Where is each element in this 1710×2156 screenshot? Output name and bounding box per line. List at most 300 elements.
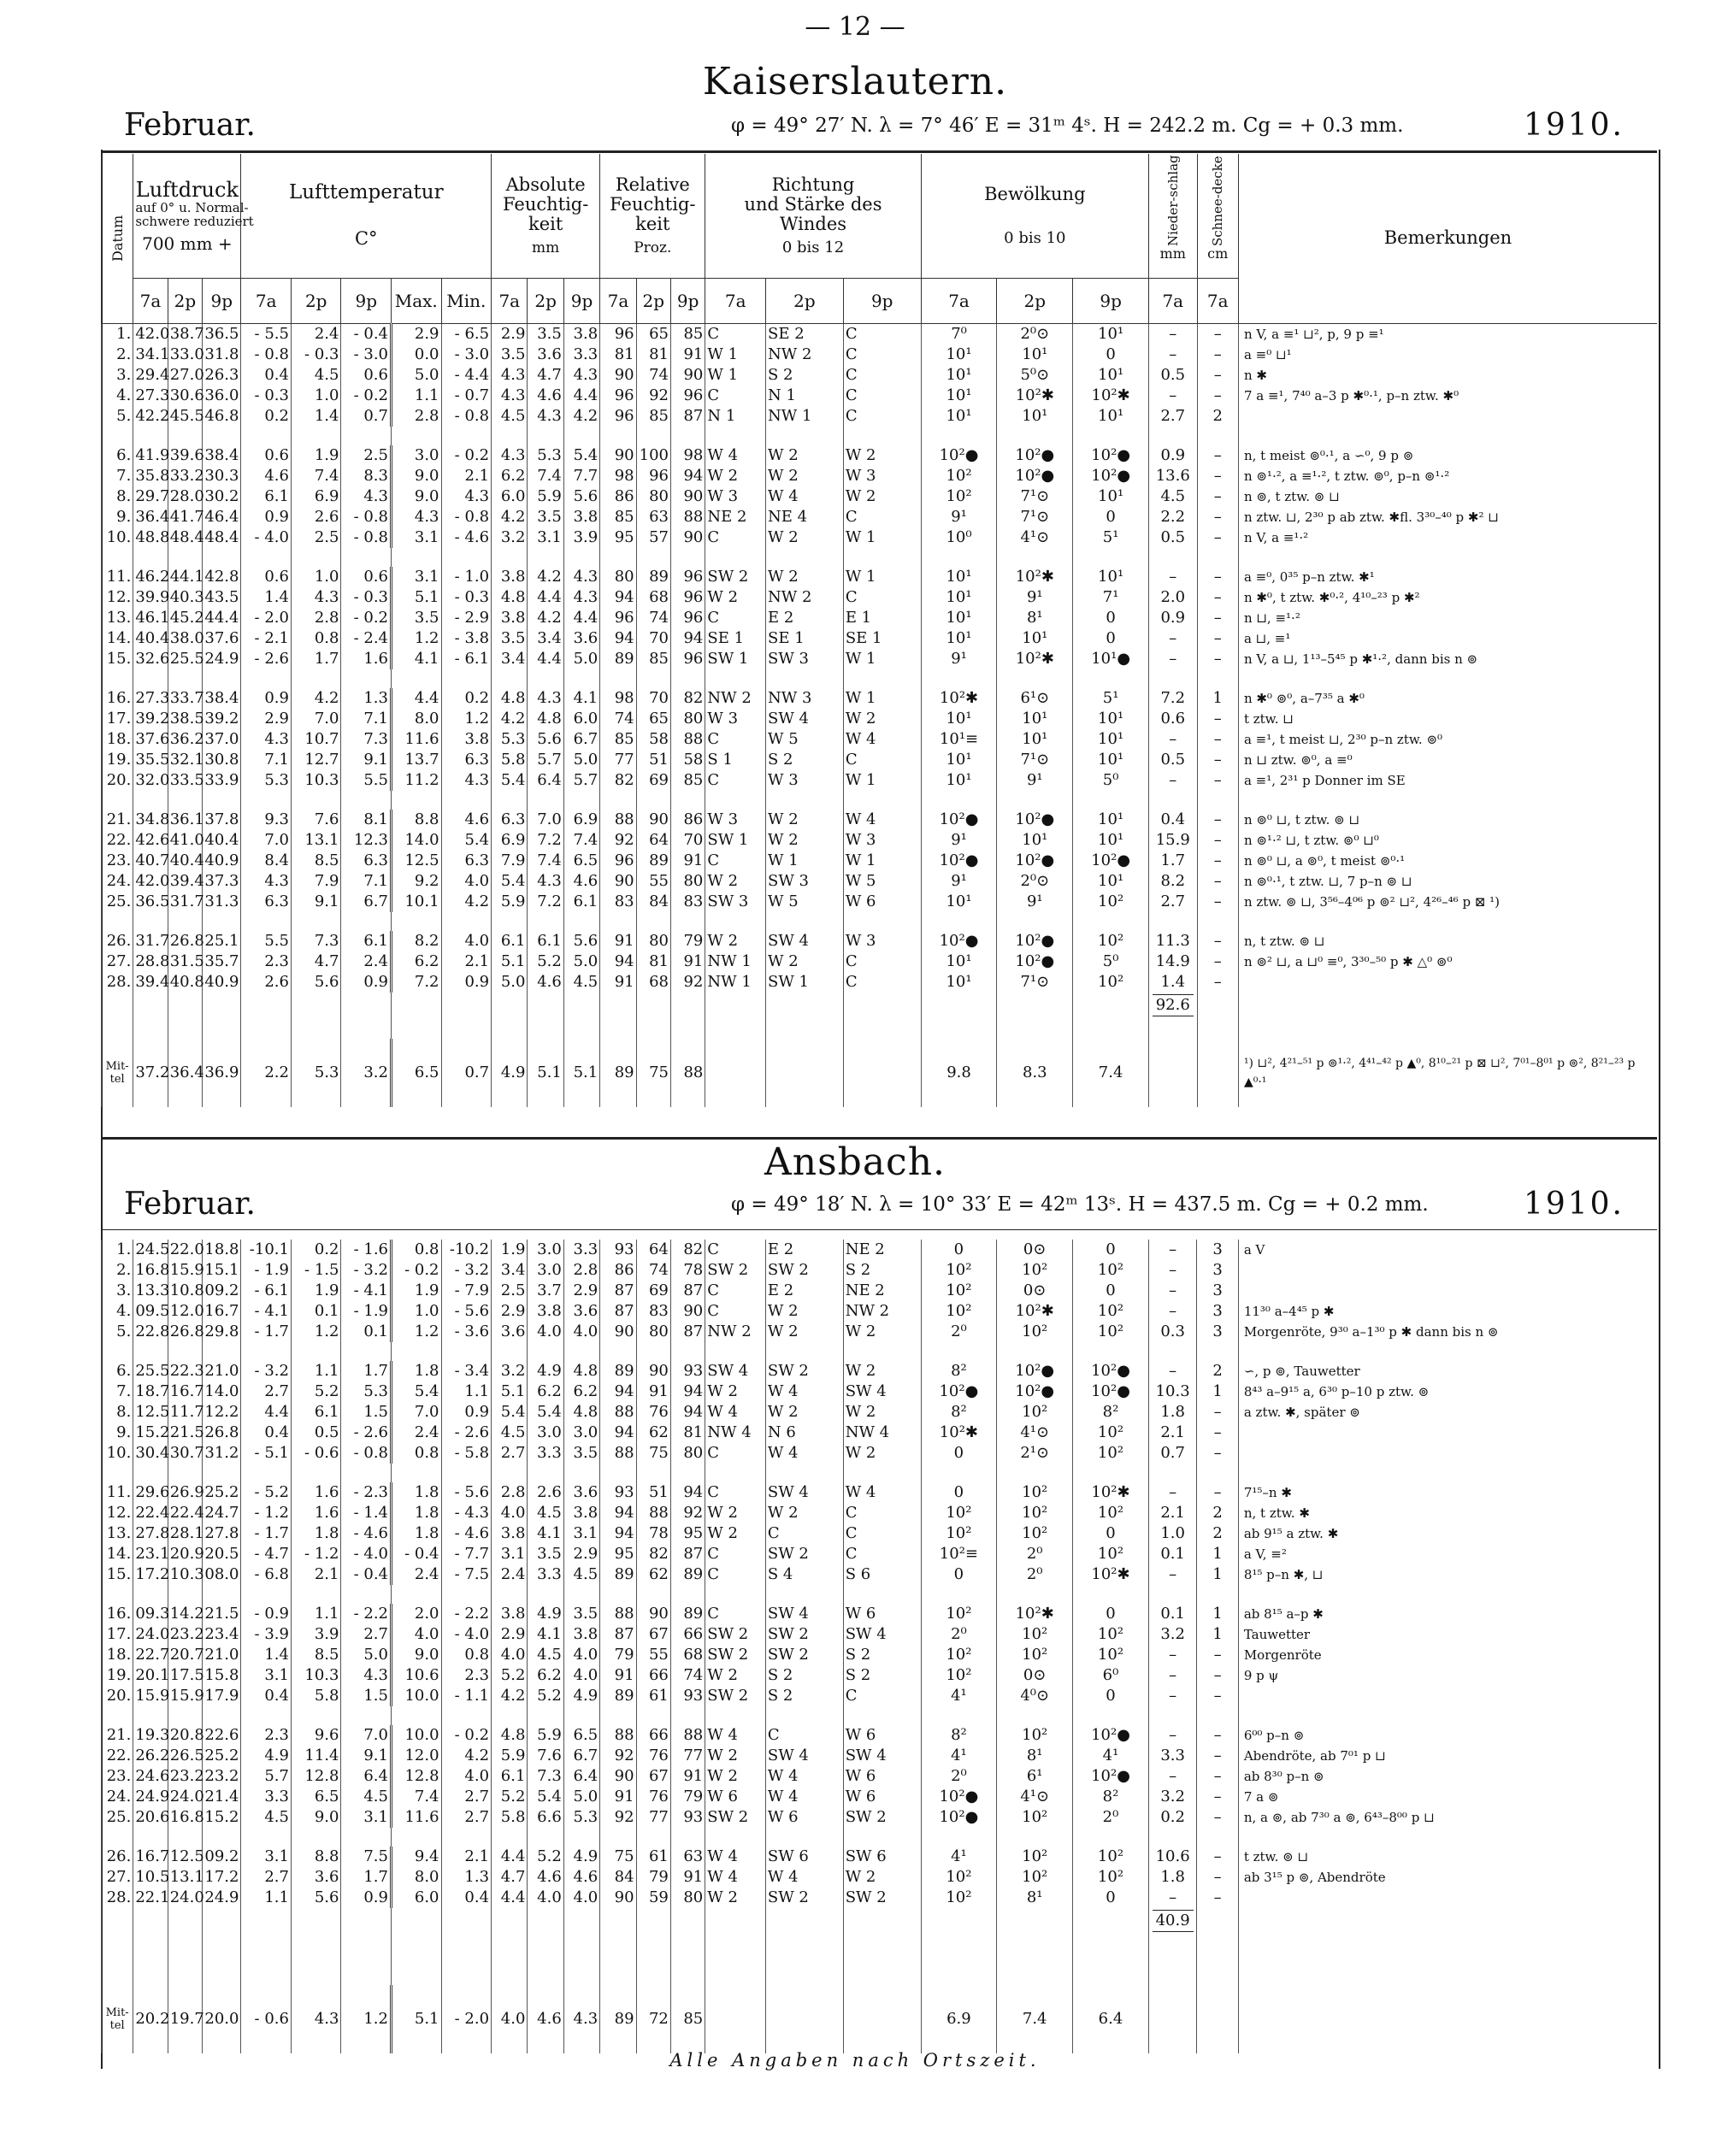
rel-hum-2p-cell: 90 xyxy=(636,1604,670,1624)
footnote-cell: ¹) ⊔², 4²¹–⁵¹ p ⊚¹·², 4⁴¹–⁴² p ▲⁰, 8¹⁰–²¹ p ⊠ ⊔², 7⁰¹–8⁰¹ p ⊚², 8²¹–²³ p ▲⁰·¹ xyxy=(1238,1039,1657,1107)
hour-header-cell: 7a xyxy=(241,278,292,323)
mean-abs-hum-9p-cell: 4.3 xyxy=(563,1985,599,2053)
station-title-ansbach: Ansbach. xyxy=(764,1140,946,1184)
rel-hum-2p-cell: 81 xyxy=(636,951,670,972)
niederschlag-unit: mm xyxy=(1159,245,1186,262)
spacer-cell xyxy=(705,1828,766,1847)
schneedecke-header xyxy=(1197,154,1238,278)
remarks-cell: n ⊚¹·² ⊔, t ztw. ⊚⁰ ⊔⁰ xyxy=(1238,830,1657,851)
table-row xyxy=(102,1361,1658,1381)
abs-hum-2p-cell: 3.7 xyxy=(528,1281,563,1301)
remarks-cell xyxy=(1238,1281,1657,1301)
temp-max-cell: 5.4 xyxy=(392,1381,442,1402)
spacer-cell xyxy=(563,1342,599,1361)
table-row xyxy=(102,1888,1658,1908)
empty-cell xyxy=(441,1908,492,1934)
temp-min-cell: 3.8 xyxy=(441,729,492,750)
temp-2p-cell: 1.0 xyxy=(291,386,341,406)
spacer-cell xyxy=(392,1018,442,1039)
temp-min-cell: 0.9 xyxy=(441,972,492,993)
wind-2p-cell: SW 2 xyxy=(765,1361,843,1381)
spacer-cell xyxy=(1149,1018,1198,1039)
wind-9p-cell: NW 4 xyxy=(843,1423,921,1443)
wind-7a-cell: SE 1 xyxy=(705,628,766,649)
rel-hum-7a-cell: 88 xyxy=(600,1604,636,1624)
temp-9p-cell: 0.9 xyxy=(341,972,392,993)
rel-hum-9p-cell: 94 xyxy=(670,1482,705,1503)
spacer-cell xyxy=(1073,1585,1149,1604)
wind-9p-cell: C xyxy=(843,406,921,427)
rel-hum-9p-cell: 87 xyxy=(670,406,705,427)
remarks-cell: 6⁰⁰ p–n ⊚ xyxy=(1238,1725,1657,1746)
table-row xyxy=(102,1544,1658,1564)
table-row xyxy=(102,1867,1658,1888)
spacer-cell xyxy=(670,1018,705,1039)
spacer-cell xyxy=(133,1342,168,1361)
abs-hum-2p-cell: 4.4 xyxy=(528,649,563,669)
pressure-7a-cell: 10.5 xyxy=(133,1867,168,1888)
precipitation-cell: 1.7 xyxy=(1149,851,1198,871)
temp-max-cell: 9.0 xyxy=(392,466,442,486)
pressure-2p-cell: 32.1 xyxy=(168,750,202,770)
temp-7a-cell: 4.3 xyxy=(241,729,292,750)
cloud-7a-cell: 8² xyxy=(921,1402,997,1423)
spacer-cell xyxy=(1149,791,1198,810)
spacer-cell xyxy=(291,548,341,567)
temp-max-cell: - 0.4 xyxy=(392,1544,442,1564)
remarks-cell: n ⊚⁰·¹, t ztw. ⊔, 7 p–n ⊚ ⊔ xyxy=(1238,871,1657,892)
abs-hum-7a-cell: 1.9 xyxy=(492,1240,528,1260)
cloud-9p-cell: 10¹ xyxy=(1073,709,1149,729)
spacer-cell xyxy=(1073,1464,1149,1482)
cloud-7a-cell: 9¹ xyxy=(921,830,997,851)
hour-header-cell: 9p xyxy=(843,278,921,323)
snow-depth-cell: 2 xyxy=(1197,1523,1238,1544)
spacer-cell xyxy=(241,791,292,810)
wind-2p-cell: W 2 xyxy=(766,466,844,486)
spacer-cell xyxy=(600,427,636,445)
snow-depth-cell: – xyxy=(1197,466,1238,486)
temp-min-cell: 4.0 xyxy=(441,931,492,951)
rel-hum-2p-cell: 82 xyxy=(636,1544,670,1564)
empty-cell xyxy=(843,1039,921,1107)
spacer-cell xyxy=(341,548,392,567)
datum-cell: 25. xyxy=(102,892,133,912)
spacer-cell xyxy=(168,1464,202,1482)
empty-cell xyxy=(997,1908,1073,1934)
cloud-9p-cell: 5⁰ xyxy=(1073,770,1149,791)
snow-depth-cell: – xyxy=(1197,445,1238,466)
rel-hum-2p-cell: 58 xyxy=(636,729,670,750)
snow-depth-cell: – xyxy=(1197,1686,1238,1706)
temp-7a-cell: 2.7 xyxy=(241,1867,292,1888)
remarks-cell xyxy=(1238,1686,1657,1706)
abs-hum-2p-cell: 4.9 xyxy=(528,1361,563,1381)
empty-cell xyxy=(492,993,528,1018)
wind-2p-cell: N 6 xyxy=(765,1423,843,1443)
abs-hum-7a-cell: 5.2 xyxy=(492,1787,528,1807)
snow-depth-cell: – xyxy=(1197,1847,1238,1867)
wind-7a-cell: W 2 xyxy=(705,1381,766,1402)
luftdruck-title: Luftdruck xyxy=(135,177,239,202)
abs-hum-7a-cell: 6.0 xyxy=(492,486,528,507)
rel-hum-2p-cell: 83 xyxy=(636,1301,670,1322)
temp-9p-cell: - 4.1 xyxy=(341,1281,392,1301)
wind-7a-cell: NW 4 xyxy=(705,1423,766,1443)
temp-min-cell: 0.9 xyxy=(441,1402,492,1423)
pressure-7a-cell: 16.8 xyxy=(133,1260,168,1281)
remarks-cell: n ⊚¹·², a ≡¹·², t ztw. ⊚⁰, p–n ⊚¹·² xyxy=(1238,466,1657,486)
spacer-cell xyxy=(291,669,341,688)
rel-hum-9p-cell: 95 xyxy=(670,1523,705,1544)
spacer-cell xyxy=(341,912,392,931)
datum-cell: 26. xyxy=(102,931,133,951)
empty-cell xyxy=(765,1908,843,1934)
rel-hum-9p-cell: 91 xyxy=(670,951,705,972)
rel-hum-9p-cell: 80 xyxy=(670,1443,705,1464)
abs-hum-9p-cell: 7.7 xyxy=(563,466,599,486)
pressure-9p-cell: 26.8 xyxy=(203,1423,241,1443)
rel-hum-2p-cell: 65 xyxy=(636,323,670,345)
abs-hum-9p-cell: 3.3 xyxy=(563,345,599,365)
datum-cell: 4. xyxy=(102,386,133,406)
cloud-7a-cell: 9¹ xyxy=(921,507,997,527)
temp-min-cell: - 3.2 xyxy=(441,1260,492,1281)
cloud-2p-cell: 10¹ xyxy=(997,345,1073,365)
wind-2p-cell: W 2 xyxy=(765,1322,843,1342)
wind-9p-cell: S 6 xyxy=(843,1564,921,1585)
spacer-cell xyxy=(528,427,563,445)
table-row xyxy=(102,810,1658,830)
snow-depth-cell: 2 xyxy=(1197,406,1238,427)
rel-hum-7a-cell: 74 xyxy=(600,709,636,729)
temp-7a-cell: - 5.1 xyxy=(241,1443,292,1464)
cloud-7a-cell: 7⁰ xyxy=(921,323,997,345)
remarks-cell: a ≡⁰, 0³⁵ p–n ztw. ✱¹ xyxy=(1238,567,1657,587)
abs-hum-9p-cell: 5.6 xyxy=(563,931,599,951)
snow-depth-cell: – xyxy=(1197,486,1238,507)
precipitation-cell: – xyxy=(1148,1645,1197,1665)
temp-2p-cell: 7.6 xyxy=(291,810,341,830)
pressure-7a-cell: 09.3 xyxy=(133,1604,168,1624)
spacer-cell xyxy=(563,1464,599,1482)
temp-min-cell: - 0.8 xyxy=(441,406,492,427)
cloud-9p-cell: 10¹ xyxy=(1073,871,1149,892)
rel-hum-9p-cell: 70 xyxy=(670,830,705,851)
rel-hum-9p-cell: 80 xyxy=(670,1888,705,1908)
precipitation-cell: 3.3 xyxy=(1148,1746,1197,1766)
rel-hum-7a-cell: 92 xyxy=(600,1746,636,1766)
pressure-9p-cell: 17.9 xyxy=(203,1686,241,1706)
abs-hum-9p-cell: 4.1 xyxy=(563,688,599,709)
wind-2p-cell: W 2 xyxy=(765,1503,843,1523)
snow-depth-cell: – xyxy=(1197,527,1238,548)
abs-hum-2p-cell: 4.5 xyxy=(528,1645,563,1665)
spacer-cell xyxy=(1149,912,1198,931)
wind-2p-cell: SW 2 xyxy=(765,1888,843,1908)
spacer-cell xyxy=(921,427,997,445)
spacer-cell xyxy=(600,791,636,810)
temp-min-cell: - 1.1 xyxy=(441,1686,492,1706)
spacer-cell xyxy=(241,1585,292,1604)
rel-hum-9p-cell: 90 xyxy=(670,486,705,507)
rel-hum-7a-cell: 85 xyxy=(600,507,636,527)
precipitation-cell: 10.3 xyxy=(1148,1381,1197,1402)
spacer-cell xyxy=(997,791,1073,810)
empty-cell xyxy=(600,1908,636,1934)
snow-depth-cell: 1 xyxy=(1197,1564,1238,1585)
temp-max-cell: 5.0 xyxy=(392,365,442,386)
pressure-9p-cell: 31.2 xyxy=(203,1443,241,1464)
pressure-9p-cell: 21.4 xyxy=(203,1787,241,1807)
snow-depth-cell: – xyxy=(1197,1482,1238,1503)
abs-hum-7a-cell: 2.7 xyxy=(492,1443,528,1464)
wind-7a-cell: W 3 xyxy=(705,709,766,729)
table-row xyxy=(102,770,1658,791)
rel-hum-7a-cell: 90 xyxy=(600,365,636,386)
spacer-cell xyxy=(1148,1706,1197,1725)
pressure-9p-cell: 16.7 xyxy=(203,1301,241,1322)
wind-9p-cell: C xyxy=(843,951,921,972)
rel-hum-9p-cell: 93 xyxy=(670,1361,705,1381)
cloud-7a-cell: 10²● xyxy=(921,851,997,871)
wind-7a-cell: C xyxy=(705,729,766,750)
pressure-9p-cell: 36.0 xyxy=(203,386,241,406)
table-row xyxy=(102,729,1658,750)
pressure-2p-cell: 24.0 xyxy=(168,1888,202,1908)
cloud-9p-cell: 10¹ xyxy=(1073,365,1149,386)
absolute-title: Absolute xyxy=(505,174,586,196)
spacer-cell xyxy=(133,1018,168,1039)
spacer-cell xyxy=(1197,669,1238,688)
remarks-cell: a ⊔, ≡¹ xyxy=(1238,628,1657,649)
spacer-cell xyxy=(168,1934,202,1985)
cloud-2p-cell: 4¹⊙ xyxy=(997,1787,1073,1807)
spacer-cell xyxy=(492,669,528,688)
abs-hum-9p-cell: 5.0 xyxy=(563,649,599,669)
rel-hum-9p-cell: 96 xyxy=(670,567,705,587)
datum-cell: 2. xyxy=(102,345,133,365)
rel-hum-7a-cell: 94 xyxy=(600,951,636,972)
temp-7a-cell: - 0.8 xyxy=(241,345,292,365)
pressure-2p-cell: 33.0 xyxy=(168,345,202,365)
wind-7a-cell: C xyxy=(705,608,766,628)
temp-7a-cell: 4.6 xyxy=(241,466,292,486)
rel-hum-7a-cell: 85 xyxy=(600,729,636,750)
abs-hum-9p-cell: 3.5 xyxy=(563,1604,599,1624)
temp-7a-cell: 4.3 xyxy=(241,871,292,892)
spacer-cell xyxy=(1197,1342,1238,1361)
temp-9p-cell: - 1.4 xyxy=(341,1503,392,1523)
rel-hum-2p-cell: 88 xyxy=(636,1503,670,1523)
table-row xyxy=(102,1381,1658,1402)
wind-2p-cell: W 4 xyxy=(765,1443,843,1464)
rel-hum-2p-cell: 68 xyxy=(636,587,670,608)
spacer-cell xyxy=(528,669,563,688)
spacer-cell xyxy=(168,912,202,931)
abs-hum-7a-cell: 5.3 xyxy=(492,729,528,750)
temp-7a-cell: 0.2 xyxy=(241,406,292,427)
wind-9p-cell: W 2 xyxy=(843,1361,921,1381)
mean-pressure-7a-cell: 20.2 xyxy=(133,1985,168,2053)
mean-cloud-9p-cell: 7.4 xyxy=(1073,1039,1149,1107)
remarks-cell xyxy=(1238,1888,1657,1908)
temp-7a-cell: 0.4 xyxy=(241,1686,292,1706)
empty-cell xyxy=(636,1908,670,1934)
spacer-cell xyxy=(441,1464,492,1482)
luftdruck-sub1: auf 0° u. Normal- xyxy=(135,199,249,215)
hour-header-cell: 2p xyxy=(528,278,563,323)
hour-header-cell: 7a xyxy=(600,278,636,323)
temp-9p-cell: - 1.6 xyxy=(341,1240,392,1260)
table-row xyxy=(102,1443,1658,1464)
wind-2p-cell: SW 1 xyxy=(766,972,844,993)
rel-hum-2p-cell: 77 xyxy=(636,1807,670,1828)
pressure-7a-cell: 20.6 xyxy=(133,1807,168,1828)
cloud-9p-cell: 10¹ xyxy=(1073,810,1149,830)
rel-hum-7a-cell: 96 xyxy=(600,386,636,406)
spacer-cell xyxy=(600,1464,636,1482)
cloud-9p-cell: 10¹ xyxy=(1073,406,1149,427)
snow-depth-cell: – xyxy=(1197,628,1238,649)
pressure-7a-cell: 40.7 xyxy=(133,851,168,871)
remarks-cell: ab 3¹⁵ p ⊚, Abendröte xyxy=(1238,1867,1657,1888)
pressure-2p-cell: 10.3 xyxy=(168,1564,202,1585)
table-row xyxy=(102,406,1658,427)
pressure-9p-cell: 27.8 xyxy=(203,1523,241,1544)
spacer-cell xyxy=(636,1464,670,1482)
rel-hum-7a-cell: 90 xyxy=(600,871,636,892)
cloud-9p-cell: 10¹ xyxy=(1073,729,1149,750)
precipitation-cell: 2.1 xyxy=(1148,1503,1197,1523)
temp-2p-cell: 10.7 xyxy=(291,729,341,750)
pressure-7a-cell: 36.5 xyxy=(133,892,168,912)
abs-hum-2p-cell: 5.4 xyxy=(528,1402,563,1423)
cloud-7a-cell: 9¹ xyxy=(921,649,997,669)
wind-2p-cell: SW 2 xyxy=(765,1645,843,1665)
spacer-cell xyxy=(1148,1464,1197,1482)
remarks-cell: n V, a ≡¹ ⊔², p, 9 p ≡¹ xyxy=(1238,323,1657,345)
spacer-cell xyxy=(705,1342,766,1361)
empty-cell xyxy=(921,1908,997,1934)
spacer-cell xyxy=(1073,669,1149,688)
abs-hum-2p-cell: 4.2 xyxy=(528,608,563,628)
spacer-cell xyxy=(600,1706,636,1725)
cloud-7a-cell: 0 xyxy=(921,1240,997,1260)
temp-min-cell: 0.4 xyxy=(441,1888,492,1908)
empty-cell xyxy=(1073,993,1149,1018)
abs-hum-9p-cell: 7.4 xyxy=(563,830,599,851)
temp-2p-cell: 6.5 xyxy=(291,1787,341,1807)
temp-max-cell: 4.4 xyxy=(392,688,442,709)
wind-scale: 0 bis 12 xyxy=(781,238,845,256)
temp-9p-cell: 1.6 xyxy=(341,649,392,669)
spacer-cell xyxy=(600,1934,636,1985)
empty-cell xyxy=(1197,1985,1238,2053)
rel-hum-9p-cell: 96 xyxy=(670,608,705,628)
empty-cell xyxy=(1149,1039,1198,1107)
wind-7a-cell: N 1 xyxy=(705,406,766,427)
spacer-cell xyxy=(1238,1018,1657,1039)
hour-header-cell: 2p xyxy=(291,278,341,323)
abs-hum-7a-cell: 6.2 xyxy=(492,466,528,486)
rel-hum-9p-cell: 80 xyxy=(670,709,705,729)
spacer-cell xyxy=(1148,1342,1197,1361)
spacer-cell xyxy=(341,1585,392,1604)
temp-min-cell: 1.3 xyxy=(441,1867,492,1888)
datum-cell: 13. xyxy=(102,608,133,628)
pressure-2p-cell: 15.9 xyxy=(168,1260,202,1281)
temp-2p-cell: 4.2 xyxy=(291,688,341,709)
wind-7a-cell: W 2 xyxy=(705,1665,766,1686)
temp-7a-cell: 0.4 xyxy=(241,365,292,386)
datum-cell: 18. xyxy=(102,729,133,750)
pressure-7a-cell: 29.4 xyxy=(133,365,168,386)
spacer-cell xyxy=(843,1464,921,1482)
wind-9p-cell: C xyxy=(843,386,921,406)
datum-cell: 27. xyxy=(102,951,133,972)
rel-hum-2p-cell: 74 xyxy=(636,1260,670,1281)
cloud-9p-cell: 6⁰ xyxy=(1073,1665,1149,1686)
temp-9p-cell: - 0.2 xyxy=(341,386,392,406)
snow-depth-cell: – xyxy=(1197,1402,1238,1423)
pressure-9p-cell: 09.2 xyxy=(203,1847,241,1867)
temp-7a-cell: 5.3 xyxy=(241,770,292,791)
wind-9p-cell: C xyxy=(843,507,921,527)
mean-cloud-2p-cell: 8.3 xyxy=(997,1039,1073,1107)
cloud-9p-cell: 10² xyxy=(1073,1544,1149,1564)
temp-7a-cell: 1.1 xyxy=(241,1888,292,1908)
snow-depth-cell: – xyxy=(1197,770,1238,791)
abs-hum-2p-cell: 4.1 xyxy=(528,1624,563,1645)
spacer-cell xyxy=(492,1934,528,1985)
temp-2p-cell: 10.3 xyxy=(291,1665,341,1686)
mean-abs-hum-7a-cell: 4.0 xyxy=(492,1985,528,2053)
rel-hum-7a-cell: 86 xyxy=(600,1260,636,1281)
spacer-cell xyxy=(997,1934,1073,1985)
rel-hum-2p-cell: 68 xyxy=(636,972,670,993)
remarks-cell: 9 p ψ xyxy=(1238,1665,1657,1686)
temp-9p-cell: 8.1 xyxy=(341,810,392,830)
abs-hum-7a-cell: 5.1 xyxy=(492,951,528,972)
wind-9p-cell: W 4 xyxy=(843,1482,921,1503)
spacer-cell xyxy=(765,1464,843,1482)
year-label: 1910. xyxy=(1523,108,1624,143)
remarks-cell: a ≡¹, t meist ⊔, 2³⁰ p–n ztw. ⊚⁰ xyxy=(1238,729,1657,750)
spacer-cell xyxy=(168,548,202,567)
temp-9p-cell: - 0.2 xyxy=(341,608,392,628)
spacer-cell xyxy=(528,1464,563,1482)
row-spacer xyxy=(102,912,1658,931)
spacer-cell xyxy=(1073,1342,1149,1361)
pressure-7a-cell: 28.8 xyxy=(133,951,168,972)
spacer-cell xyxy=(241,1342,292,1361)
wind-9p-cell: W 6 xyxy=(843,1787,921,1807)
snow-depth-cell: – xyxy=(1197,1746,1238,1766)
spacer-cell xyxy=(102,1706,133,1725)
rel-hum-2p-cell: 100 xyxy=(636,445,670,466)
cloud-2p-cell: 10²✱ xyxy=(997,649,1073,669)
spacer-cell xyxy=(563,791,599,810)
pressure-7a-cell: 29.6 xyxy=(133,1482,168,1503)
wind-9p-cell: W 1 xyxy=(843,770,921,791)
wind-sub2: Windes xyxy=(779,213,847,234)
temp-2p-cell: 4.5 xyxy=(291,365,341,386)
footnote-cell xyxy=(1238,1985,1657,2053)
wind-9p-cell: C xyxy=(843,972,921,993)
abs-hum-2p-cell: 6.1 xyxy=(528,931,563,951)
empty-cell xyxy=(1197,1039,1238,1107)
